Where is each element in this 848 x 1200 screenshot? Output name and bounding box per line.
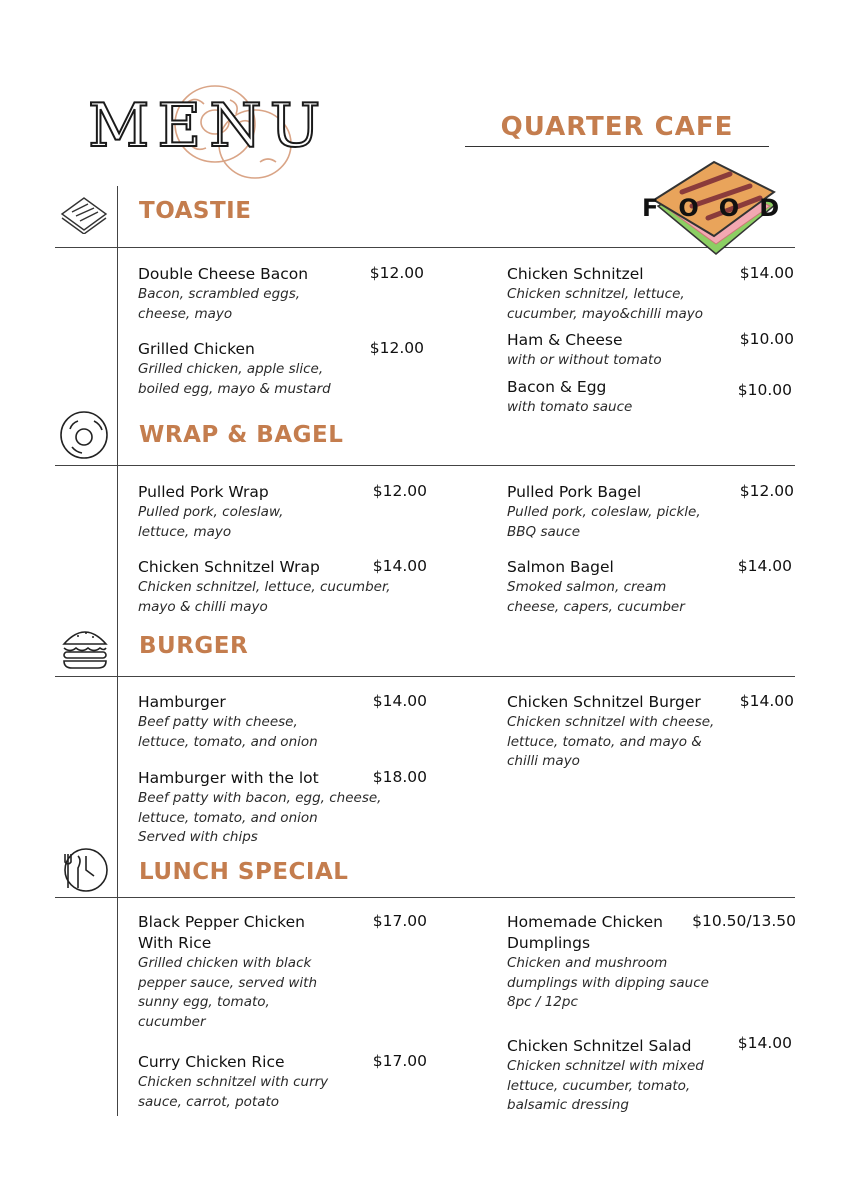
section-divider-vertical [117,678,118,898]
item-price: $12.00 [372,482,427,500]
item-name: Chicken Schnitzel Wrap [138,558,320,576]
section-divider-vertical [117,186,118,468]
item-description: Chicken and mushroom dumplings with dipping sauce 8pc / 12pc [507,955,709,1010]
item-description: Chicken schnitzel with cheese, lettuce, tomato, and mayo & chilli mayo [507,714,715,769]
item-price: $12.00 [369,339,424,357]
section-rule-burger [55,676,795,677]
item-name: Chicken Schnitzel [507,265,644,283]
food-label: FOOD [642,194,800,222]
item-price: $17.00 [372,1052,427,1070]
section-rule-wrap-bagel [55,465,795,466]
item-price: $14.00 [739,264,794,282]
item-description: Chicken schnitzel with mixed lettuce, cucumber, tomato, balsamic dressing [507,1058,704,1113]
item-price: $10.00 [739,330,794,348]
item-name: Chicken Schnitzel Burger [507,693,701,711]
item-name: Ham & Cheese [507,331,623,349]
item-description: Chicken schnitzel, lettuce, cucumber, mayo & chilli mayo [138,579,391,615]
burger-icon [60,624,110,670]
item-description: Pulled pork, coleslaw, pickle, BBQ sauce [507,504,701,540]
item-price: $17.00 [372,912,427,930]
item-price: $12.00 [739,482,794,500]
lunch-clock-icon [60,846,110,894]
item-price: $14.00 [739,692,794,710]
cafe-name: QUARTER CAFE [500,112,734,142]
menu-item [138,912,378,1032]
section-divider-vertical [117,468,118,678]
item-description: Grilled chicken, apple slice, boiled egg, mayo & mustard [138,361,331,397]
item-name: Bacon & Egg [507,378,607,396]
item-description: Beef patty with bacon, egg, cheese, lettuce, tomato, and onion Served with chips [138,790,382,845]
section-title-wrap-bagel: WRAP & BAGEL [139,422,344,448]
item-price: $14.00 [372,692,427,710]
item-description: Bacon, scrambled eggs, cheese, mayo [138,286,301,322]
item-price: $14.00 [737,1034,792,1052]
item-name: Salmon Bagel [507,558,614,576]
menu-title: MENU [88,91,329,161]
item-price: $14.00 [372,557,427,575]
item-description: Chicken schnitzel with curry sauce, carrot, potato [138,1074,329,1110]
item-price: $10.50/13.50 [692,912,796,930]
item-name: Chicken Schnitzel Salad [507,1037,692,1055]
item-description: Chicken schnitzel, lettuce, cucumber, mayo&chilli mayo [507,286,704,322]
item-name: Double Cheese Bacon [138,265,309,283]
item-price: $18.00 [372,768,427,786]
item-description: Grilled chicken with black pepper sauce, served with sunny egg, tomato, cucumber [138,955,318,1030]
item-name: Homemade Chicken Dumplings [507,913,663,952]
section-title-burger: BURGER [139,633,249,659]
item-name: Hamburger [138,693,226,711]
bagel-icon [58,409,110,461]
item-description: Pulled pork, coleslaw, lettuce, mayo [138,504,284,540]
toastie-icon [58,194,110,234]
section-rule-lunch-special [55,897,795,898]
section-divider-vertical [117,898,118,1116]
section-title-toastie: TOASTIE [139,198,252,224]
item-description: with or without tomato [507,352,662,368]
item-name: Curry Chicken Rice [138,1053,285,1071]
cafe-name-underline [465,146,769,147]
item-name: Grilled Chicken [138,340,255,358]
item-description: with tomato sauce [507,399,633,415]
item-price: $10.00 [737,381,792,399]
item-description: Beef patty with cheese, lettuce, tomato, and onion [138,714,318,750]
item-price: $14.00 [737,557,792,575]
item-price: $12.00 [369,264,424,282]
item-name: Black Pepper Chicken With Rice [138,913,305,952]
section-title-lunch-special: LUNCH SPECIAL [139,859,349,885]
item-name: Pulled Pork Wrap [138,483,269,501]
item-name: Hamburger with the lot [138,769,319,787]
item-name: Pulled Pork Bagel [507,483,642,501]
item-description: Smoked salmon, cream cheese, capers, cucumber [507,579,685,615]
